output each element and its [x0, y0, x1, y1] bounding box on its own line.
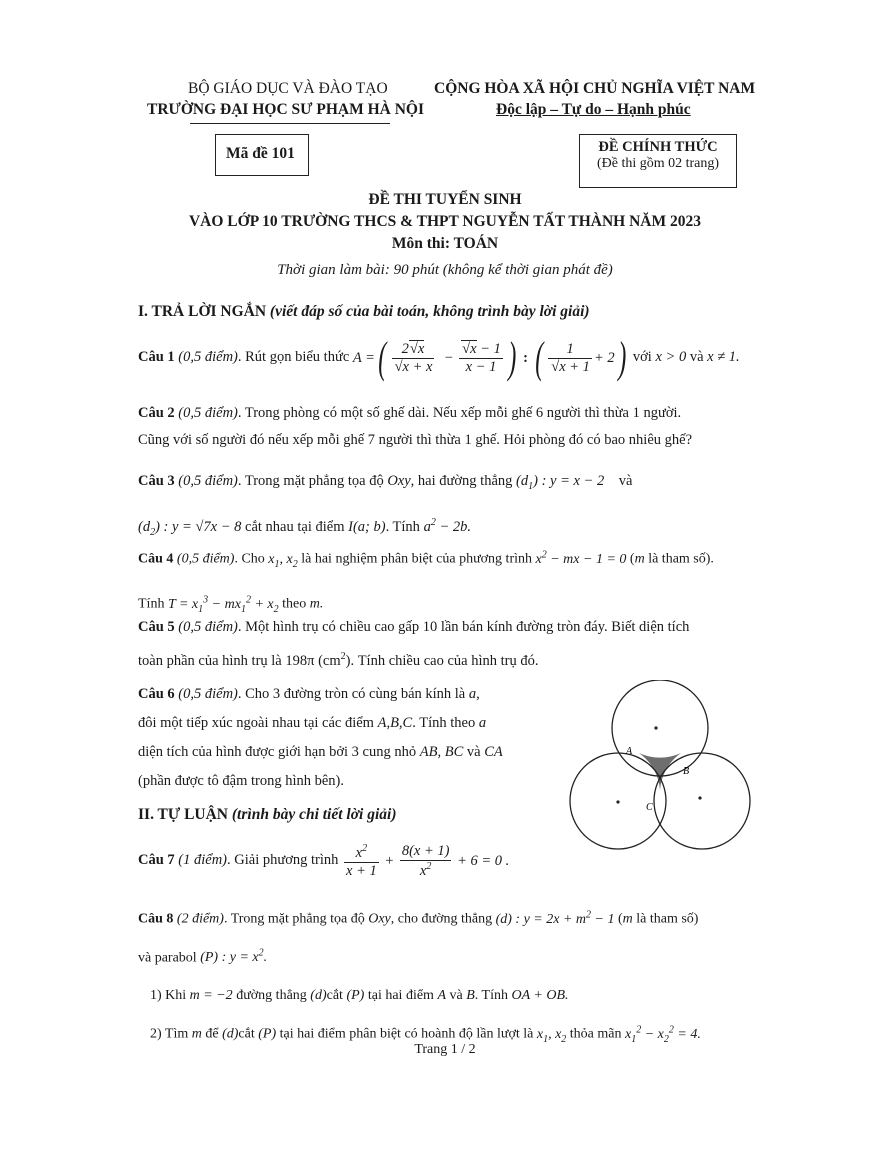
- page-number: Trang 1 / 2: [414, 1042, 476, 1057]
- exam-subject: Môn thi: TOÁN: [391, 235, 499, 252]
- question-7: [138, 838, 509, 883]
- q8-text-1a: . Trong mặt phẳng tọa độ: [223, 911, 365, 927]
- q6-formula-ca: CA: [484, 744, 503, 760]
- q8-p2b: để: [205, 1026, 219, 1042]
- official-title: ĐỀ CHÍNH THỨC: [598, 139, 718, 155]
- label-C: C: [646, 802, 653, 813]
- q6-text-2a: đôi một tiếp xúc ngoài nhau tại các điểm: [138, 715, 374, 731]
- q6-text-1: . Cho 3 đường tròn có cùng bán kính là: [237, 686, 466, 702]
- q8-formula-p3: (P): [258, 1026, 277, 1042]
- q3-text-1b: , hai đường thẳng: [410, 473, 513, 489]
- q8-p1b: đường thẳng: [236, 988, 307, 1004]
- q8-formula-cond: $x_1^2 - x_2^2 = 4$.: [625, 1024, 701, 1045]
- q5-text-1: . Một hình trụ có chiều cao gấp 10 lần bán kính đường tròn đáy. Biết diện tích: [237, 619, 690, 635]
- q8-formula-d: (d) : $y = 2x + m^2 - 1$: [495, 909, 615, 927]
- q1-cond-formula-1: x > 0: [655, 349, 687, 365]
- q7-label: Câu 7: [138, 852, 175, 868]
- q8-formula-m-val: m = −2: [189, 988, 233, 1004]
- exam-code-label: Mã đề 101: [226, 145, 295, 162]
- q6-formula-points: A,B,C: [377, 715, 413, 731]
- q4-text-2b: theo: [282, 597, 307, 613]
- q4-formula-eq: $x^2$ − mx − 1 = 0: [535, 549, 627, 567]
- q8-p2d: tại hai điểm phân biệt có hoành độ lần lượt là: [279, 1026, 534, 1042]
- q6-formula-a2: a: [478, 715, 487, 731]
- q8-formula-x: $x_1$, $x_2$: [536, 1026, 567, 1045]
- q4-formula-roots: $x_1$, $x_2$: [268, 551, 298, 570]
- q6-text-2b: . Tính theo: [412, 715, 476, 731]
- q7-text: . Giải phương trình: [227, 852, 339, 868]
- section-2-title: II. TỰ LUẬN: [138, 806, 229, 823]
- question-1: [138, 332, 740, 383]
- q4-points: (0,5 điểm): [176, 551, 235, 567]
- q8-part-1: [138, 979, 701, 1013]
- q4-label: Câu 4: [138, 551, 174, 567]
- question-2: [138, 400, 692, 454]
- q8-text-1b: , cho đường thẳng: [390, 911, 493, 927]
- q4-line-1: Câu 4 (0,5 điểm). Cho $x_1$, $x_2$ là hai nghiệm phân biệt của phương trình $x^2$ − mx − 1 = 0 (m là tham số).: [138, 549, 714, 570]
- question-8: [138, 898, 701, 1057]
- q3-text-2b: . Tính: [385, 518, 420, 535]
- q6-line-2: [138, 709, 503, 738]
- q8-formula-m: m: [622, 911, 633, 927]
- q2-text-2: Cũng với số người đó nếu xếp mỗi ghế 7 người thì thừa 1 ghế. Hỏi phòng đó có bao nhiêu ghế?: [138, 432, 693, 448]
- q6-label: Câu 6: [138, 686, 175, 702]
- university-name: TRƯỜNG ĐẠI HỌC SƯ PHẠM HÀ NỘI: [147, 101, 424, 118]
- official-note: (Đề thi gồm 02 trang): [596, 156, 720, 171]
- q1-text: . Rút gọn biểu thức: [237, 349, 350, 365]
- q8-p1d: tại hai điểm: [367, 988, 434, 1004]
- q4-formula-T: $T = x_1^3 - mx_1^2 + x_2$: [167, 594, 279, 615]
- q2-text-1: . Trong phòng có một số ghế dài. Nếu xếp mỗi ghế 6 người thì thừa 1 người.: [237, 405, 682, 421]
- three-circles-figure: [560, 680, 760, 860]
- shaded-region: [639, 753, 681, 790]
- q8-formula-oxy: Oxy: [368, 911, 391, 927]
- q1-cond2: và: [689, 349, 704, 365]
- q8-points: (2 điểm): [176, 911, 224, 927]
- q3-formula-oxy: Oxy: [387, 473, 411, 489]
- q2-label: Câu 2: [138, 405, 175, 421]
- q1-cond: với: [632, 349, 652, 365]
- q4-formula-m: m: [634, 551, 645, 567]
- q5-label: Câu 5: [138, 619, 175, 635]
- q3-formula-expr: $a^2 - 2b$.: [423, 516, 471, 535]
- q3-text-1c: và: [618, 473, 633, 489]
- q4-text-1c: là tham số).: [648, 551, 714, 567]
- q8-p2e: thỏa mãn: [569, 1026, 622, 1042]
- q6-line-3: [138, 738, 503, 767]
- q8-formula-d3: (d): [222, 1026, 239, 1042]
- section-1-title: I. TRẢ LỜI NGẮN: [138, 303, 267, 320]
- q8-label: Câu 8: [138, 911, 174, 927]
- q1-points: (0,5 điểm): [178, 349, 238, 365]
- section-2-note: (trình bày chi tiết lời giải): [231, 806, 397, 823]
- left-center-dot: [616, 800, 619, 803]
- q2-line-1: [138, 400, 692, 427]
- q4-text-1b: là hai nghiệm phân biệt của phương trình: [301, 551, 533, 567]
- q5-text-2a: toàn phần của hình trụ là 198π (cm: [138, 652, 341, 669]
- q8-p2c: cắt: [238, 1026, 255, 1042]
- q2-points: (0,5 điểm): [178, 405, 238, 421]
- q5-text-2b: ). Tính chiều cao của hình trụ đó.: [345, 652, 539, 669]
- label-A: A: [626, 746, 633, 757]
- university-underline: [190, 123, 390, 124]
- q4-text-1a: . Cho: [234, 551, 265, 567]
- q8-text-1c: là tham số): [636, 911, 699, 927]
- q6-formula-arcs: AB, BC: [419, 744, 464, 760]
- section-2-heading: [138, 806, 397, 824]
- q8-formula-sum: OA + OB.: [511, 988, 569, 1004]
- q8-p2a: 2) Tìm: [150, 1026, 189, 1042]
- section-1-note: (viết đáp số của bài toán, không trình bày lời giải): [269, 303, 590, 320]
- q1-label: Câu 1: [138, 349, 175, 365]
- q6-points: (0,5 điểm): [178, 686, 238, 702]
- ministry-name: BỘ GIÁO DỤC VÀ ĐÀO TẠO: [188, 80, 388, 97]
- q1-formula: A =( $\frac{2√x}{√x + x}$ − $\frac{√x - 1}{x - 1}$ ) : ( $\frac{1}{√x + 1}$ + 2): [352, 333, 626, 383]
- q7-formula: $\frac{x^2}{x + 1}$ + $\frac{8(x + 1)}{x^2}$ + 6 = 0 .: [346, 843, 510, 879]
- q8-line-1: Câu 8 (2 điểm). Trong mặt phẳng tọa độ Oxy, cho đường thẳng (d) : $y = 2x + m^2 - 1$ (m là tham số): [138, 909, 699, 927]
- q5-line-2: toàn phần của hình trụ là 198π $(cm^2)$. Tính chiều cao của hình trụ đó.: [138, 651, 539, 669]
- q8-text-2a: và parabol: [138, 950, 197, 966]
- q7-points: (1 điểm): [178, 852, 228, 868]
- exam-subtitle: VÀO LỚP 10 TRƯỜNG THCS & THPT NGUYỄN TẤT THÀNH NĂM 2023: [188, 213, 701, 230]
- q6-line-1: [138, 680, 503, 709]
- q5-points: (0,5 điểm): [178, 619, 238, 635]
- q8-formula-p2: (P): [346, 988, 365, 1004]
- q6-text-3b: và: [466, 744, 481, 760]
- q8-formula-a: A: [437, 988, 446, 1004]
- q3-label: Câu 3: [138, 473, 175, 489]
- q8-p1c: cắt: [326, 988, 343, 1004]
- question-6: [138, 680, 503, 796]
- section-1-heading: [138, 303, 590, 321]
- exam-time: Thời gian làm bài: 90 phút (không kể thời gian phát đề): [277, 262, 613, 278]
- official-box: [579, 134, 737, 188]
- top-center-dot: [654, 726, 657, 729]
- q3-formula-d2: $(d_2)$ : y = √7x − 8: [138, 518, 242, 538]
- national-motto: Độc lập – Tự do – Hạnh phúc: [496, 101, 691, 118]
- q6-formula-a: a,: [468, 686, 480, 702]
- q6-text-4: (phần được tô đậm trong hình bên).: [138, 773, 344, 789]
- exam-code-box: [215, 134, 309, 176]
- q4-text-2a: Tính: [138, 597, 165, 613]
- q8-formula-d2: (d): [310, 988, 327, 1004]
- q3-formula-d1: $(d_1)$ : y = x − 2: [516, 473, 605, 492]
- republic-name: CỘNG HÒA XÃ HỘI CHỦ NGHĨA VIỆT NAM: [434, 80, 756, 97]
- q8-p1a: 1) Khi: [150, 988, 187, 1004]
- q6-text-3a: diện tích của hình được giới hạn bởi 3 cung nhỏ: [138, 744, 417, 760]
- q4-formula-m2: m.: [309, 597, 324, 613]
- label-B: B: [683, 766, 690, 777]
- right-circle: [654, 753, 750, 849]
- q1-cond-formula-2: x ≠ 1.: [707, 349, 740, 365]
- q5-line-1: [138, 612, 689, 642]
- q8-formula-b: B: [466, 988, 475, 1004]
- q8-formula-p: (P) : $y = x^2$.: [200, 947, 268, 966]
- right-center-dot: [698, 796, 701, 799]
- q3-line-1: [138, 463, 632, 505]
- q8-line-2: [138, 937, 701, 976]
- q3-formula-point: I(a; b): [348, 518, 386, 535]
- question-5: [138, 612, 689, 676]
- q8-formula-m3: m: [191, 1026, 202, 1042]
- exam-title: ĐỀ THI TUYỂN SINH: [368, 191, 522, 208]
- q8-p1e: và: [449, 988, 463, 1004]
- q8-p1f: . Tính: [474, 988, 508, 1004]
- q3-text-2a: cắt nhau tại điểm: [245, 518, 345, 535]
- q3-text-1a: . Trong mặt phẳng tọa độ: [237, 473, 384, 489]
- q3-points: (0,5 điểm): [178, 473, 238, 489]
